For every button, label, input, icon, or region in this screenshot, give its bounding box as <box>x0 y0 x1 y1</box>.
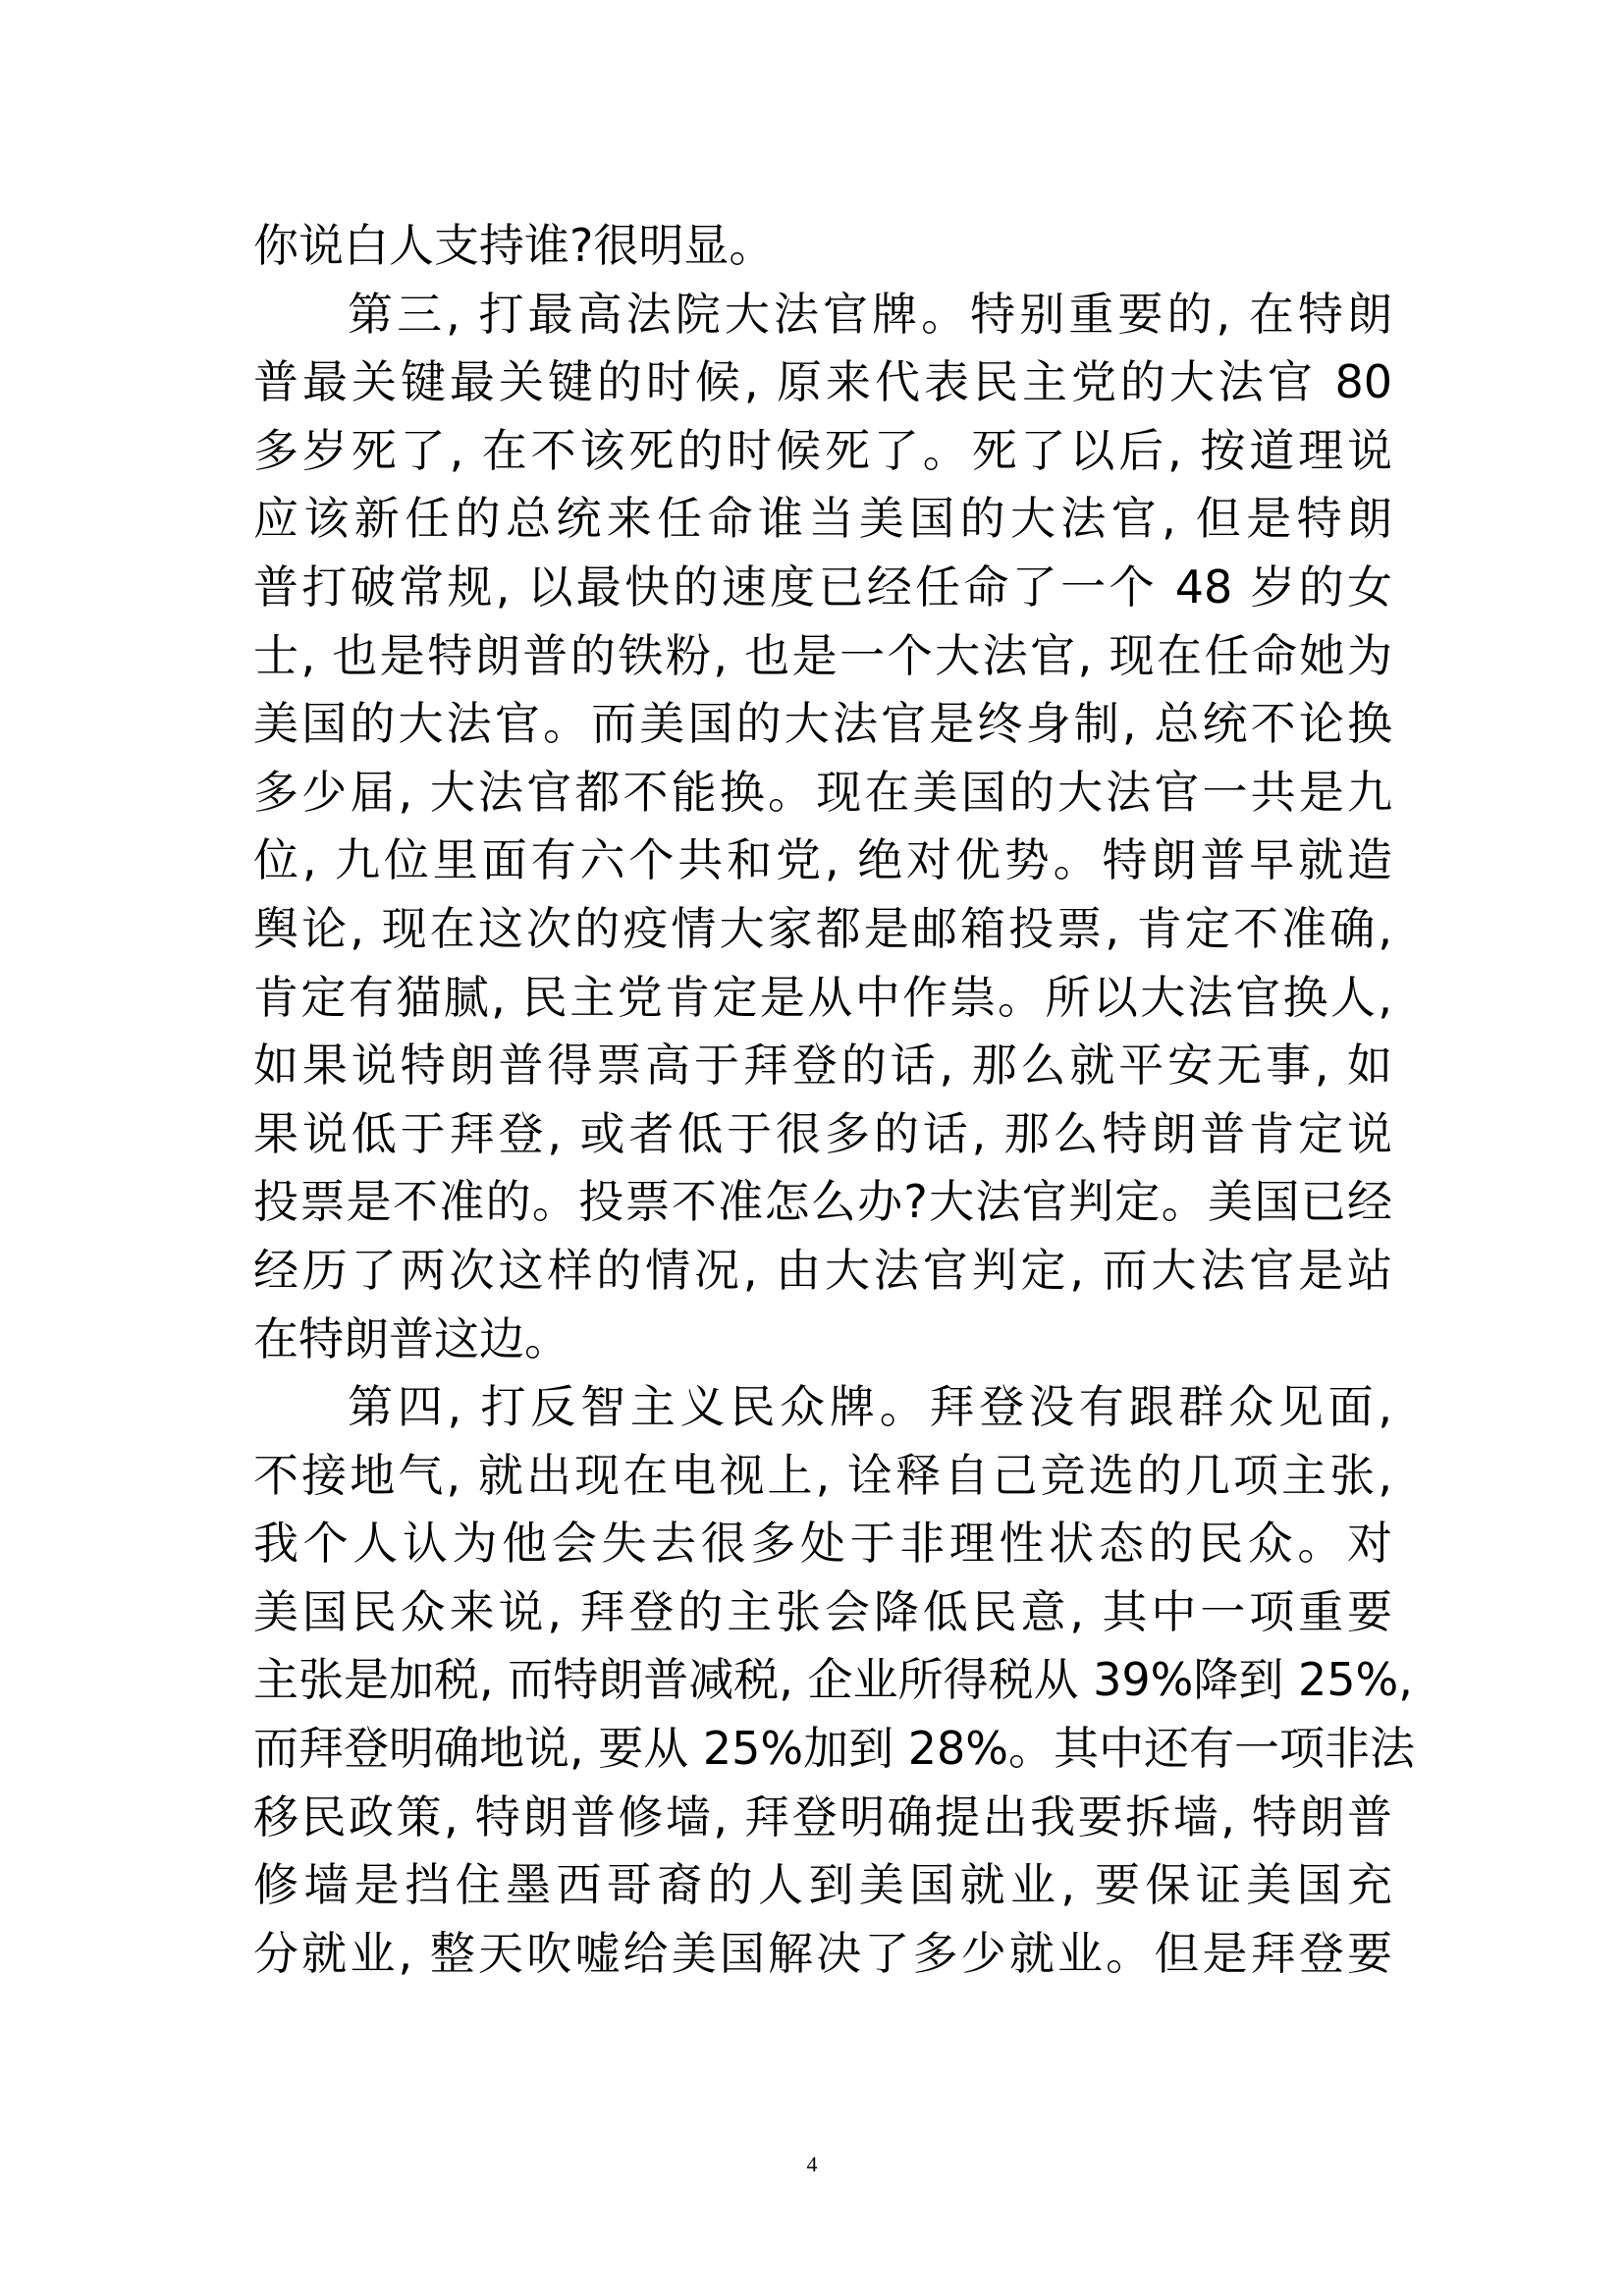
text-line: 移民政策, 特朗普修墙, 拜登明确提出我要拆墙, 特朗普 <box>253 1789 1392 1843</box>
text-line: 在特朗普这边。 <box>253 1311 569 1365</box>
text-line: 第四, 打反智主义民众牌。拜登没有跟群众见面, <box>348 1380 1392 1434</box>
text-line: 修墙是挡住墨西哥裔的人到美国就业, 要保证美国充 <box>253 1858 1392 1912</box>
text-line: 不接地气, 就出现在电视上, 诠释自己竞选的几项主张, <box>253 1448 1392 1502</box>
text-line: 而拜登明确地说, 要从 25%加到 28%。其中还有一项非法 <box>253 1722 1415 1776</box>
text-line: 果说低于拜登, 或者低于很多的话, 那么特朗普肯定说 <box>253 1106 1392 1160</box>
text-line: 多岁死了, 在不该死的时候死了。死了以后, 按道理说 <box>253 423 1392 477</box>
text-line: 舆论, 现在这次的疫情大家都是邮箱投票, 肯定不准确, <box>253 901 1392 955</box>
text-line: 经历了两次这样的情况, 由大法官判定, 而大法官是站 <box>253 1243 1392 1297</box>
text-line: 第三, 打最高法院大法官牌。特别重要的, 在特朗 <box>348 287 1392 341</box>
text-line: 普最关键最关键的时候, 原来代表民主党的大法官 80 <box>253 355 1392 409</box>
text-line: 士, 也是特朗普的铁粉, 也是一个大法官, 现在任命她为 <box>253 628 1392 682</box>
text-line: 位, 九位里面有六个共和党, 绝对优势。特朗普早就造 <box>253 833 1392 887</box>
text-line: 美国民众来说, 拜登的主张会降低民意, 其中一项重要 <box>253 1584 1392 1638</box>
text-line: 美国的大法官。而美国的大法官是终身制, 总统不论换 <box>253 697 1392 751</box>
text-line: 分就业, 整天吹嘘给美国解决了多少就业。但是拜登要 <box>253 1926 1392 1980</box>
text-line: 普打破常规, 以最快的速度已经任命了一个 48 岁的女 <box>253 560 1392 614</box>
text-line: 主张是加税, 而特朗普减税, 企业所得税从 39%降到 25%, <box>253 1653 1413 1707</box>
paragraph <box>253 1373 1415 1988</box>
text-line: 肯定有猫腻, 民主党肯定是从中作祟。所以大法官换人, <box>253 970 1392 1024</box>
text-line: 应该新任的总统来任命谁当美国的大法官, 但是特朗 <box>253 492 1392 546</box>
paragraph <box>253 212 1392 281</box>
text-line: 你说白人支持谁?很明显。 <box>253 219 775 272</box>
body-text <box>253 212 1415 1988</box>
text-line: 投票是不准的。投票不准怎么办?大法官判定。美国已经 <box>253 1175 1392 1229</box>
page-number: 4 <box>806 2152 818 2176</box>
text-line: 如果说特朗普得票高于拜登的话, 那么就平安无事, 如 <box>253 1039 1392 1093</box>
text-line: 多少届, 大法官都不能换。现在美国的大法官一共是九 <box>253 765 1392 819</box>
text-line: 我个人认为他会失去很多处于非理性状态的民众。对 <box>253 1517 1392 1571</box>
paragraph <box>253 281 1392 1374</box>
